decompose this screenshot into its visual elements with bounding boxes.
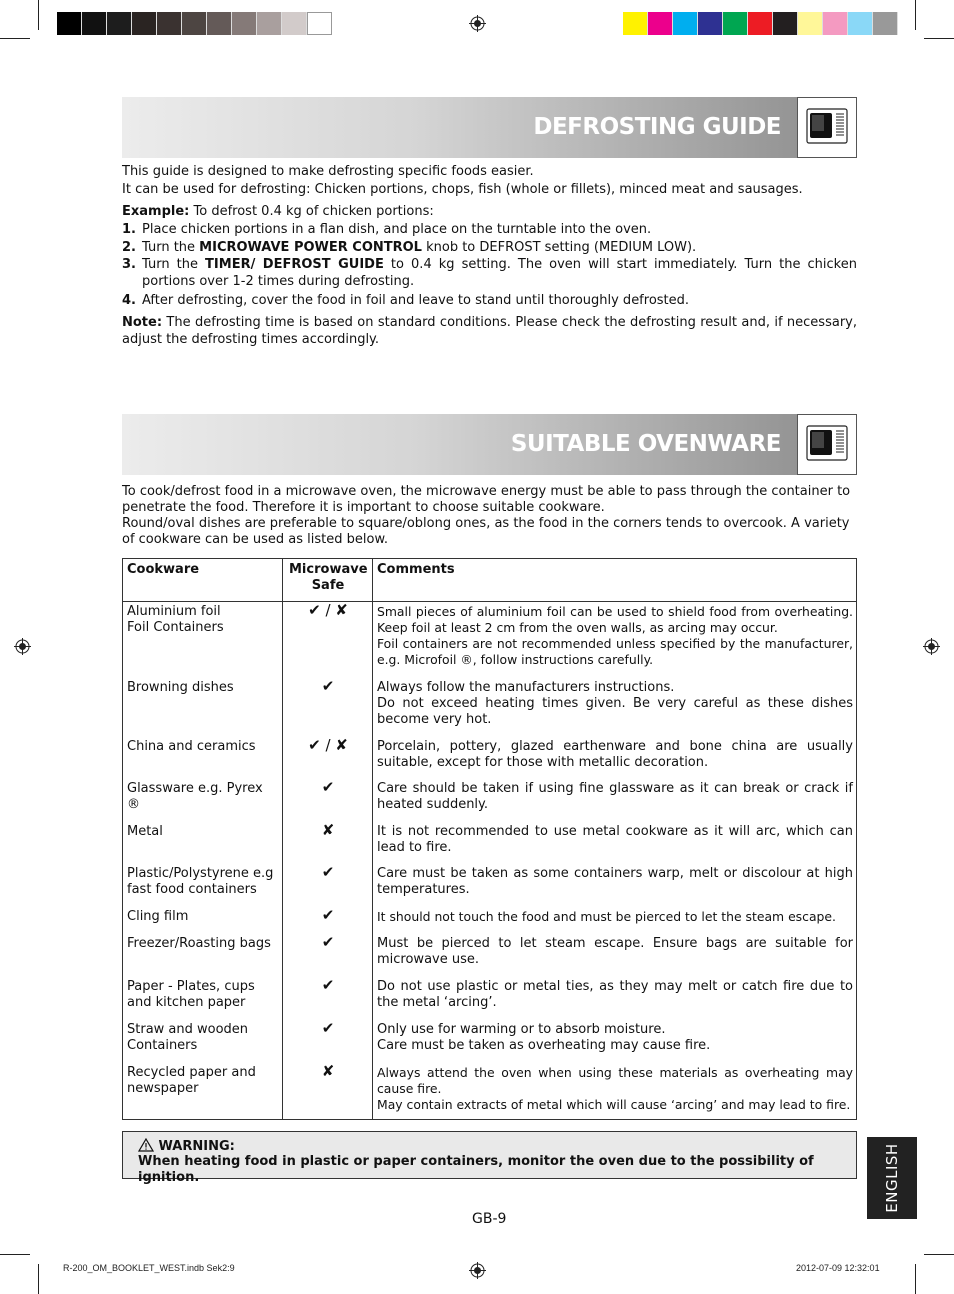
warning-box (122, 1131, 857, 1185)
microwave-oven-icon (797, 414, 857, 475)
comments-cell: Care must be taken as some containers warp, melt or discolour at high temperatures. (377, 866, 853, 897)
color-swatch (57, 12, 82, 35)
step-number: 1. (122, 222, 136, 237)
footer-file-info: R-200_OM_BOOKLET_WEST.indb Sek2:9 (63, 1263, 235, 1273)
microwave-safe-cell: ✔ (321, 933, 335, 951)
comments-cell: Care should be taken if using fine glassware as it can break or crack if heated suddenly. (377, 781, 853, 812)
cookware-cell: Straw and wooden Containers (127, 1022, 249, 1053)
step-text: Turn the (142, 257, 206, 272)
comments-cell: It should not touch the food and must be pierced to let the steam escape. (377, 909, 836, 924)
warning-label: WARNING: (158, 1139, 235, 1154)
defrosting-guide-header (122, 97, 857, 158)
color-swatch (873, 12, 898, 35)
cookware-cell: Paper - Plates, cups and kitchen paper (127, 979, 255, 1010)
color-swatch (673, 12, 698, 35)
crop-mark-tl-v (38, 0, 39, 30)
header-cookware: Cookware (127, 562, 200, 577)
step-number: 2. (122, 240, 136, 255)
microwave-safe-cell: ✔ (321, 976, 335, 994)
crop-mark-bl-h (0, 1254, 30, 1255)
language-tab (867, 1137, 917, 1219)
defrost-step (122, 257, 857, 290)
comments-cell: Always follow the manufacturers instructions. Do not exceed heating times given. Be very careful as these dishes become very hot. (377, 680, 853, 727)
ovenware-table (122, 558, 857, 1120)
step-text: to 0.4 kg setting. The oven will start immediately. Turn the chicken portions over 1-2 times during defrosting. (142, 257, 857, 289)
color-swatch (207, 12, 232, 35)
comments-cell: Porcelain, pottery, glazed earthenware and bone china are usually suitable, except for those with metallic decoration. (377, 739, 853, 770)
registration-mark-icon (14, 638, 31, 655)
color-swatch (282, 12, 307, 35)
color-swatch (648, 12, 673, 35)
microwave-safe-cell: ✔ (321, 778, 335, 796)
defrost-step (122, 293, 857, 310)
crop-mark-tr-h (924, 38, 954, 39)
comments-cell: Always attend the oven when using these materials as overheating may cause fire. May contain extracts of metal which will cause ‘arcing’ and may lead to fire. (377, 1065, 853, 1112)
color-swatch (257, 12, 282, 35)
cookware-cell: China and ceramics (127, 739, 256, 754)
header-comments: Comments (377, 562, 455, 577)
color-swatch (848, 12, 873, 35)
footer-timestamp: 2012-07-09 12:32:01 (796, 1263, 880, 1273)
crop-mark-br-v (915, 1264, 916, 1294)
microwave-safe-cell: ✔ (321, 863, 335, 881)
crop-mark-bl-v (38, 1264, 39, 1294)
defrost-step (122, 240, 857, 257)
defrost-intro-2: It can be used for defrosting: Chicken portions, chops, fish (whole or fillets), minced meat and sausages. (122, 182, 803, 197)
color-swatch (698, 12, 723, 35)
comments-cell: Only use for warming or to absorb moisture. Care must be taken as overheating may cause fire. (377, 1022, 711, 1053)
crop-mark-tr-v (915, 0, 916, 30)
registration-mark-icon (469, 1262, 486, 1279)
color-swatch (132, 12, 157, 35)
comments-cell: Small pieces of aluminium foil can be used to shield food from overheating. Keep foil at least 2 cm from the oven walls, as arcing may occur. Foil containers are not recommended unless specified by the manufacturer, e.g. Microfoil ®, follow instructions carefully. (377, 604, 853, 667)
registration-mark-icon (469, 15, 486, 32)
crop-mark-br-h (924, 1254, 954, 1255)
defrost-example (122, 204, 857, 221)
color-swatch (107, 12, 132, 35)
warning-text: When heating food in plastic or paper containers, monitor the oven due to the possibility of ignition. (138, 1154, 814, 1185)
step-number: 3. (122, 257, 136, 272)
crop-mark-tl-h (0, 38, 30, 39)
cookware-cell: Aluminium foil Foil Containers (127, 604, 224, 635)
comments-cell: Do not use plastic or metal ties, as they may melt or catch fire due to the metal ‘arcing’. (377, 979, 853, 1010)
microwave-safe-cell: ✘ (321, 1062, 335, 1080)
defrost-note (122, 315, 857, 348)
comments-cell: It is not recommended to use metal cookware as it will arc, which can lead to fire. (377, 824, 853, 855)
color-swatch (82, 12, 107, 35)
cookware-cell: Cling film (127, 909, 189, 924)
microwave-safe-cell: ✔ (321, 1019, 335, 1037)
color-swatch (723, 12, 748, 35)
step-text: knob to DEFROST setting (MEDIUM LOW). (421, 240, 697, 255)
step-text: Place chicken portions in a flan dish, and place on the turntable into the oven. (142, 222, 652, 237)
microwave-safe-cell: ✔ / ✘ (308, 736, 348, 754)
suitable-ovenware-header (122, 414, 857, 475)
color-swatch (623, 12, 648, 35)
cookware-cell: Freezer/Roasting bags (127, 936, 271, 951)
note-text: The defrosting time is based on standard conditions. Please check the defrosting result and, if necessary, adjust the defrosting times accordingly. (122, 315, 857, 347)
page-number: GB-9 (472, 1211, 507, 1227)
cookware-cell: Metal (127, 824, 163, 839)
cookware-cell: Recycled paper and newspaper (127, 1065, 256, 1096)
language-label: ENGLISH (883, 1143, 901, 1213)
color-swatch (798, 12, 823, 35)
color-swatch (823, 12, 848, 35)
microwave-safe-cell: ✔ (321, 906, 335, 924)
color-swatch (773, 12, 798, 35)
step-bold: MICROWAVE POWER CONTROL (199, 240, 422, 255)
color-swatch (157, 12, 182, 35)
example-label: Example: (122, 204, 190, 219)
step-text: After defrosting, cover the food in foil and leave to stand until thoroughly defrosted. (142, 293, 690, 308)
cookware-cell: Plastic/Polystyrene e.g fast food containers (127, 866, 274, 897)
step-bold: TIMER/ DEFROST GUIDE (205, 257, 384, 272)
color-swatch (182, 12, 207, 35)
defrost-step (122, 222, 857, 239)
microwave-safe-cell: ✘ (321, 821, 335, 839)
color-swatch (307, 12, 332, 35)
defrost-intro-1: This guide is designed to make defrosting specific foods easier. (122, 164, 534, 179)
note-label: Note: (122, 315, 163, 330)
microwave-oven-icon (797, 97, 857, 158)
cookware-cell: Browning dishes (127, 680, 234, 695)
step-text: Turn the (142, 240, 200, 255)
section-title: SUITABLE OVENWARE (510, 431, 781, 457)
section-title: DEFROSTING GUIDE (533, 114, 781, 140)
comments-cell: Must be pierced to let steam escape. Ensure bags are suitable for microwave use. (377, 936, 853, 967)
color-swatch (748, 12, 773, 35)
microwave-safe-cell: ✔ (321, 677, 335, 695)
color-swatch (232, 12, 257, 35)
ovenware-intro-2: Round/oval dishes are preferable to square/oblong ones, as the food in the corners tends to overcook. A variety of cookware can be used as listed below. (122, 516, 850, 547)
example-text: To defrost 0.4 kg of chicken portions: (189, 204, 434, 219)
step-number: 4. (122, 293, 136, 308)
ovenware-intro-1: To cook/defrost food in a microwave oven, the microwave energy must be able to pass through the container to penetrate the food. Therefore it is important to choose suitable cookware. (122, 484, 851, 515)
microwave-safe-cell: ✔ / ✘ (308, 601, 348, 619)
cookware-cell: Glassware e.g. Pyrex ® (127, 781, 263, 812)
header-microwave-safe: Microwave Safe (289, 562, 368, 593)
registration-mark-icon (923, 638, 940, 655)
